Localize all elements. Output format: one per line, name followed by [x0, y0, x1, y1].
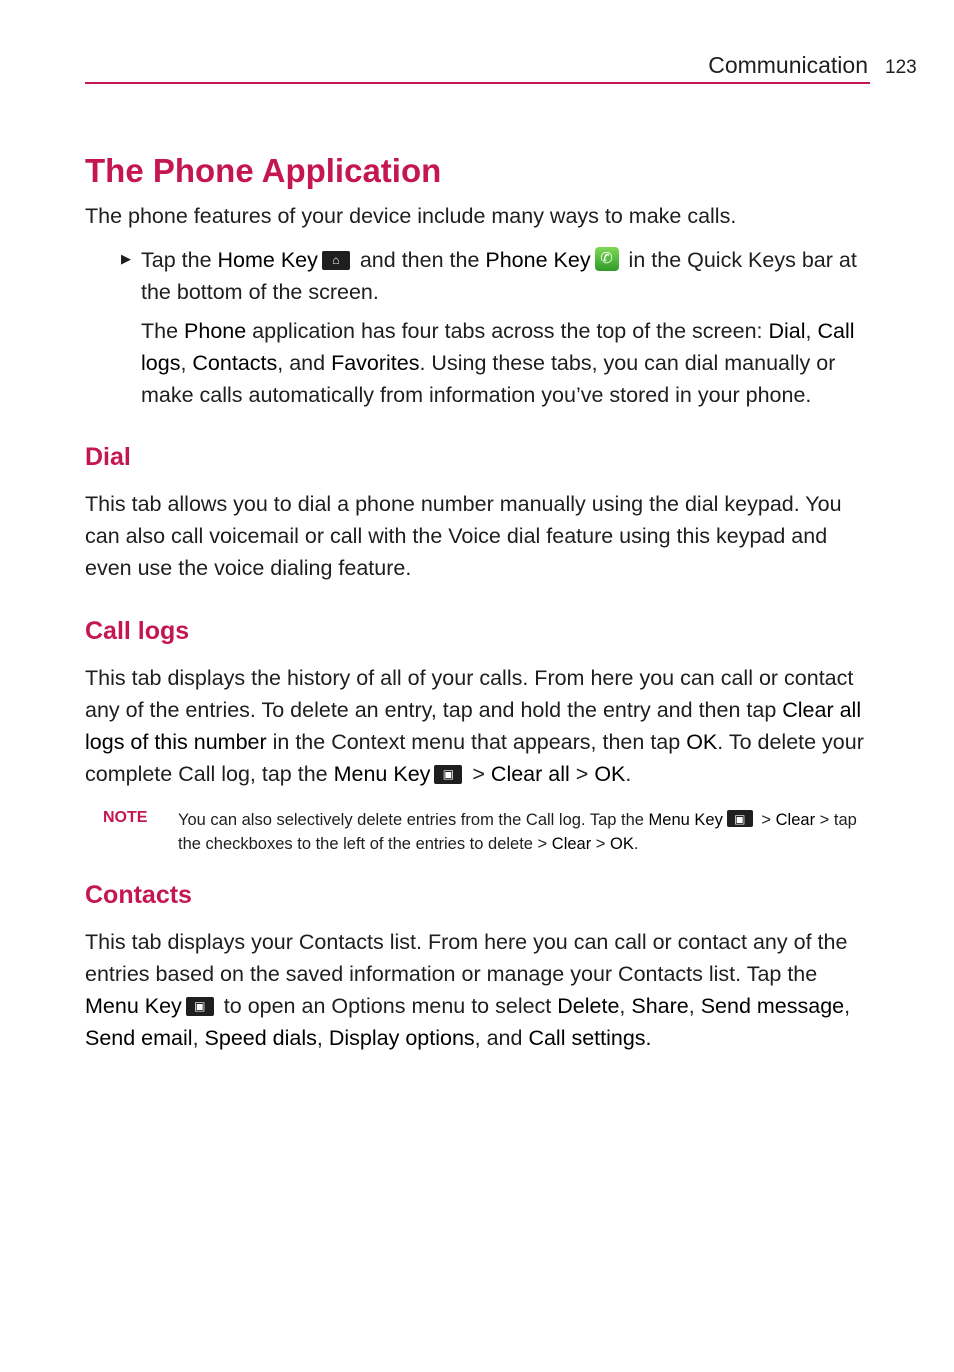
dial-paragraph: This tab allows you to dial a phone number manually using the dial keypad. You can also call voicemail or call with the Voice dial feature using this keypad and even use the voice dialing feature.	[85, 492, 842, 580]
page-title: The Phone Application	[85, 152, 442, 189]
menu-key-icon: ▣	[186, 997, 214, 1016]
intro-paragraph: The phone features of your device include many ways to make calls.	[85, 204, 737, 228]
menu-key-icon: ▣	[727, 810, 753, 827]
bullet-paragraph: Tap the Home Key ⌂ and then the Phone Key ✆ in the Quick Keys bar at the bottom of the screen.	[141, 248, 857, 304]
call-logs-heading: Call logs	[85, 617, 190, 645]
phone-key-icon: ✆	[595, 247, 619, 271]
note-paragraph: You can also selectively delete entries from the Call log. Tap the Menu Key ▣ > Clear > tap the checkboxes to the left of the entries to delete > Clear > OK.	[178, 811, 857, 853]
triangle-right-icon: ▶	[121, 251, 131, 266]
phone-key-label: Phone Key	[485, 248, 591, 272]
home-key-icon: ⌂	[322, 251, 350, 270]
dial-heading: Dial	[85, 443, 131, 471]
page-number: 123	[885, 57, 917, 78]
note-block	[85, 808, 875, 856]
bullet-step	[85, 244, 875, 411]
tabs-paragraph: The Phone application has four tabs across the top of the screen: Dial, Call logs, Contacts, and Favorites. Using these tabs, you can dial manually or make calls automatically from information you’ve stored in your phone.	[141, 319, 855, 407]
page-header	[85, 50, 870, 84]
contacts-paragraph: This tab displays your Contacts list. From here you can call or contact any of the entries based on the saved information or manage your Contacts list. Tap the Menu Key ▣ to open an Options menu to select Delete, Share, Send message, Send email, Speed dials, Display options, and Call settings.	[85, 930, 851, 1050]
contacts-heading: Contacts	[85, 881, 192, 909]
page-content	[85, 148, 875, 1054]
call-logs-paragraph: This tab displays the history of all of your calls. From here you can call or contact any of the entries. To delete an entry, tap and hold the entry and then tap Clear all logs of this number in the Context menu that appears, then tap OK. To delete your complete Call log, tap the Menu Key ▣ > Clear all > OK.	[85, 666, 864, 786]
section-title: Communication	[708, 52, 868, 78]
menu-key-icon: ▣	[434, 765, 462, 784]
home-key-label: Home Key	[217, 248, 318, 272]
note-tag: NOTE	[103, 809, 148, 826]
